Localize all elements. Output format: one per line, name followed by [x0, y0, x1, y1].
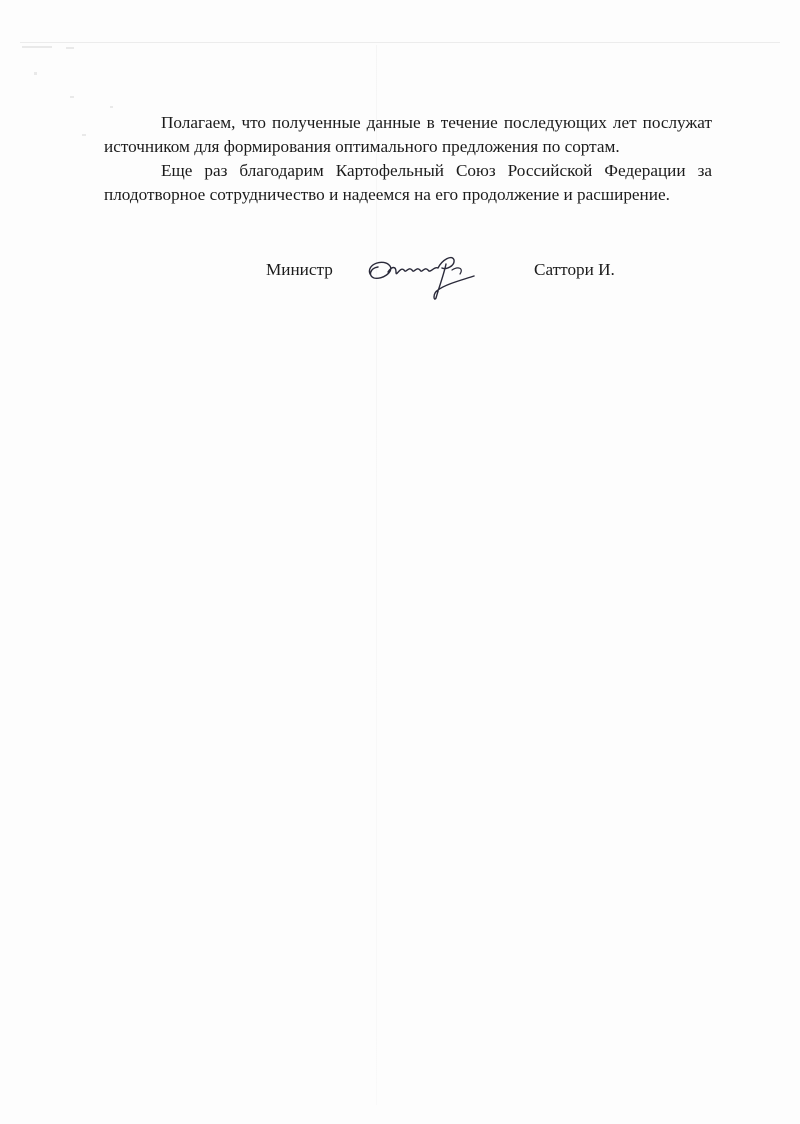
scan-speck: [70, 96, 74, 98]
handwritten-signature: [362, 250, 482, 306]
scan-speck: [66, 47, 74, 49]
letter-paragraph: Еще раз благодарим Картофельный Союз Российской Федерации за плодотворное сотрудничество и надеемся на его продолжение и расширение.: [104, 161, 712, 204]
letter-paragraph: Полагаем, что полученные данные в течение последующих лет послужат источником для формирования оптимального предложения по сортам.: [104, 113, 712, 156]
scan-speck: [82, 134, 86, 136]
signer-name: Саттори И.: [534, 260, 615, 279]
scan-speck: [110, 106, 113, 108]
signer-position: Министр: [266, 260, 333, 279]
scan-speck: [34, 72, 37, 75]
scan-speck: [22, 46, 52, 48]
letter-body: [104, 111, 712, 207]
signature-block: [0, 250, 800, 310]
scan-edge-line: [20, 42, 780, 43]
